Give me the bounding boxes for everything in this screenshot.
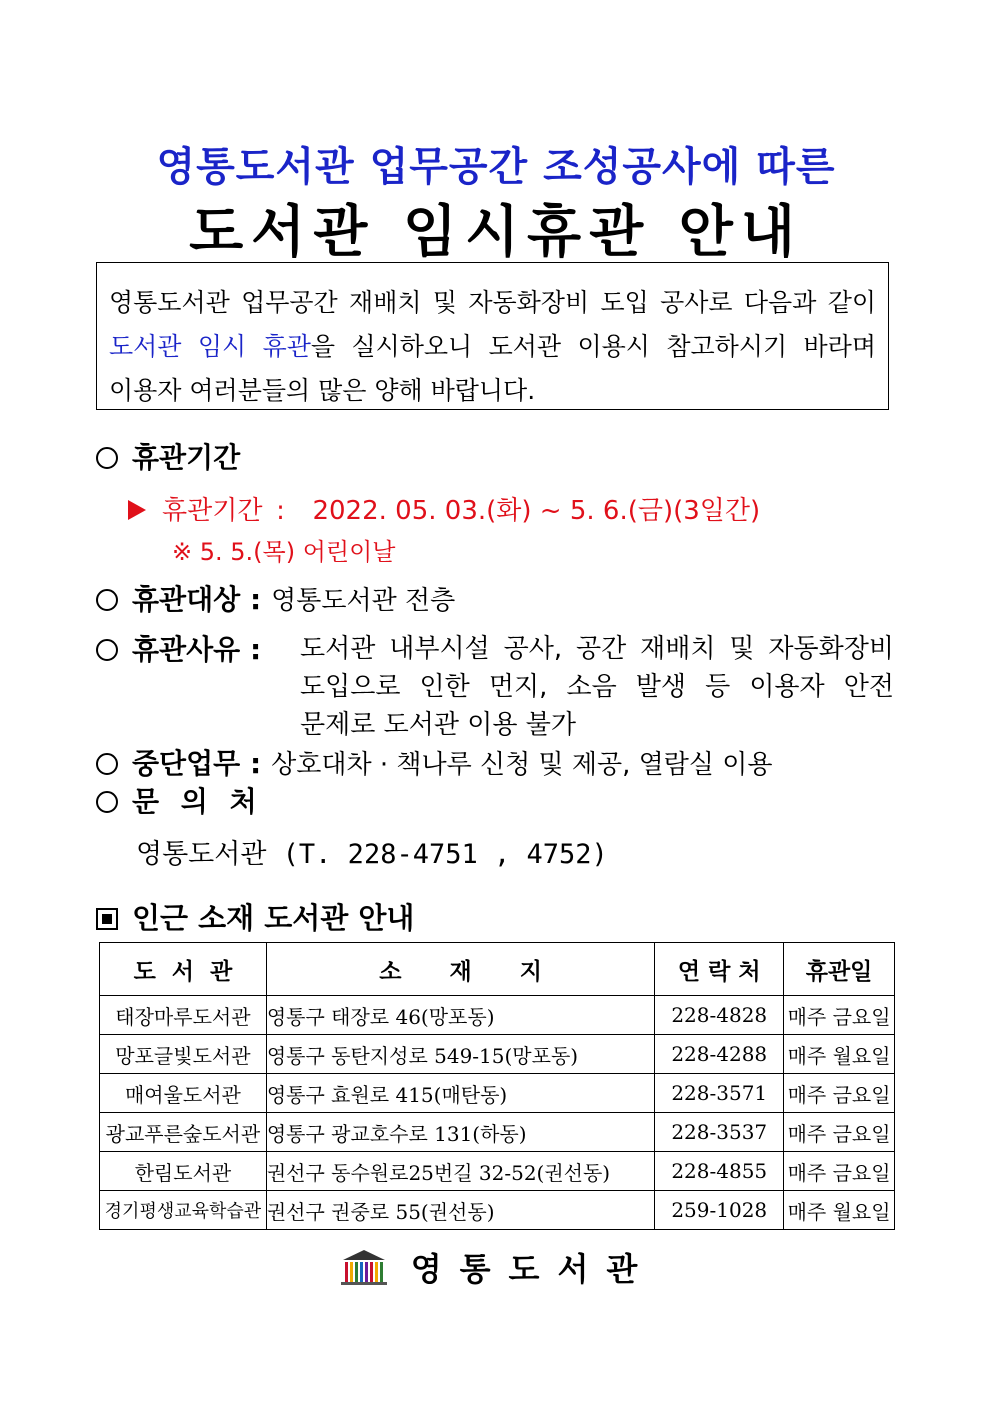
- suspended-label: 중단업무 :: [132, 747, 262, 780]
- header-contact: 연 락 처: [655, 943, 784, 996]
- contact-value: 영통도서관 (T. 228-4751 , 4752): [136, 839, 608, 870]
- nearby-heading: 인근 소재 도서관 안내: [132, 901, 415, 935]
- table-header-row: [100, 943, 895, 996]
- library-phone: 228-4855: [655, 1152, 784, 1191]
- circle-bullet-icon: [96, 589, 118, 611]
- library-address: 영통구 광교호수로 131(하동): [266, 1113, 655, 1152]
- library-name: 매여울도서관: [100, 1074, 267, 1113]
- library-phone: 228-3537: [655, 1113, 784, 1152]
- period-note: ※ 5. 5.(목) 어린이날: [172, 538, 396, 566]
- nearby-heading-row: [96, 896, 414, 937]
- target-label: 휴관대상 :: [132, 583, 262, 616]
- library-address: 권선구 동수원로25번길 32-52(권선동): [266, 1152, 655, 1191]
- intro-line-2: [109, 325, 876, 369]
- reason-line-1: 도서관 내부시설 공사, 공간 재배치 및 자동화장비: [300, 634, 894, 664]
- library-closed-day: 매주 금요일: [784, 1113, 895, 1152]
- header-address: 소 재 지: [266, 943, 655, 996]
- circle-bullet-icon: [96, 639, 118, 661]
- footer-library-name: 영통도서관: [410, 1250, 656, 1288]
- library-closed-day: 매주 월요일: [784, 1191, 895, 1230]
- header-closed-day: 휴관일: [784, 943, 895, 996]
- library-name: 경기평생교육학습관: [100, 1191, 267, 1230]
- circle-bullet-icon: [96, 447, 118, 469]
- library-name: 망포글빛도서관: [100, 1035, 267, 1074]
- table-row: [100, 1113, 895, 1152]
- table-row: [100, 1035, 895, 1074]
- square-bullet-icon: [96, 908, 118, 930]
- library-name: 광교푸른숲도서관: [100, 1113, 267, 1152]
- library-phone: 228-4828: [655, 996, 784, 1035]
- library-closed-day: 매주 금요일: [784, 1152, 895, 1191]
- table-row: [100, 1191, 895, 1230]
- period-value: 2022. 05. 03.(화) ~ 5. 6.(금)(3일간): [312, 496, 761, 526]
- library-address: 권선구 권중로 55(권선동): [266, 1191, 655, 1230]
- library-closed-day: 매주 금요일: [784, 1074, 895, 1113]
- library-address: 영통구 효원로 415(매탄동): [266, 1074, 655, 1113]
- intro-highlight: 도서관 임시 휴관: [109, 332, 311, 361]
- title-line-1: 영통도서관 업무공간 조성공사에 따른: [156, 144, 836, 190]
- library-closed-day: 매주 월요일: [784, 1035, 895, 1074]
- period-label: 휴관기간: [132, 441, 241, 474]
- circle-bullet-icon: [96, 791, 118, 813]
- footer: [0, 1244, 992, 1290]
- contact-label: 문 의 처: [132, 785, 263, 818]
- suspended-section: [96, 742, 773, 782]
- contact-section: [96, 780, 263, 820]
- title-line-2: 도서관 임시휴관 안내: [189, 200, 803, 265]
- table-row: [100, 996, 895, 1035]
- library-address: 영통구 동탄지성로 549-15(망포동): [266, 1035, 655, 1074]
- nearby-library-table: [99, 942, 895, 1230]
- library-address: 영통구 태장로 46(망포동): [266, 996, 655, 1035]
- circle-bullet-icon: [96, 753, 118, 775]
- library-phone: 228-3571: [655, 1074, 784, 1113]
- period-colon: :: [276, 496, 285, 526]
- period-detail-label: 휴관기간: [162, 496, 263, 526]
- reason-text: [300, 630, 894, 744]
- intro-line-1: 영통도서관 업무공간 재배치 및 자동화장비 도입 공사로 다음과 같이: [109, 288, 876, 317]
- reason-line-3: 문제로 도서관 이용 불가: [300, 710, 576, 740]
- table-row: [100, 1152, 895, 1191]
- library-name: 태장마루도서관: [100, 996, 267, 1035]
- intro-line-2-rest: 을 실시하오니 도서관 이용시 참고하시기 바라며: [310, 332, 876, 361]
- reason-line-2: 도입으로 인한 먼지, 소음 발생 등 이용자 안전: [300, 672, 894, 702]
- library-logo-icon: [337, 1246, 391, 1286]
- header-library: 도 서 관: [100, 943, 267, 996]
- target-section: [96, 578, 455, 618]
- period-detail: [128, 490, 760, 527]
- intro-line-3: 이용자 여러분들의 많은 양해 바랍니다.: [109, 376, 536, 405]
- reason-label: 휴관사유 :: [132, 633, 262, 666]
- period-section: [96, 436, 240, 476]
- table-row: [100, 1074, 895, 1113]
- reason-section: [96, 628, 261, 668]
- library-name: 한림도서관: [100, 1152, 267, 1191]
- triangle-bullet-icon: [128, 500, 146, 520]
- target-value: 영통도서관 전층: [271, 586, 456, 616]
- library-closed-day: 매주 금요일: [784, 996, 895, 1035]
- intro-box: [96, 262, 889, 410]
- suspended-value: 상호대차 · 책나루 신청 및 제공, 열람실 이용: [271, 750, 773, 780]
- library-phone: 228-4288: [655, 1035, 784, 1074]
- library-phone: 259-1028: [655, 1191, 784, 1230]
